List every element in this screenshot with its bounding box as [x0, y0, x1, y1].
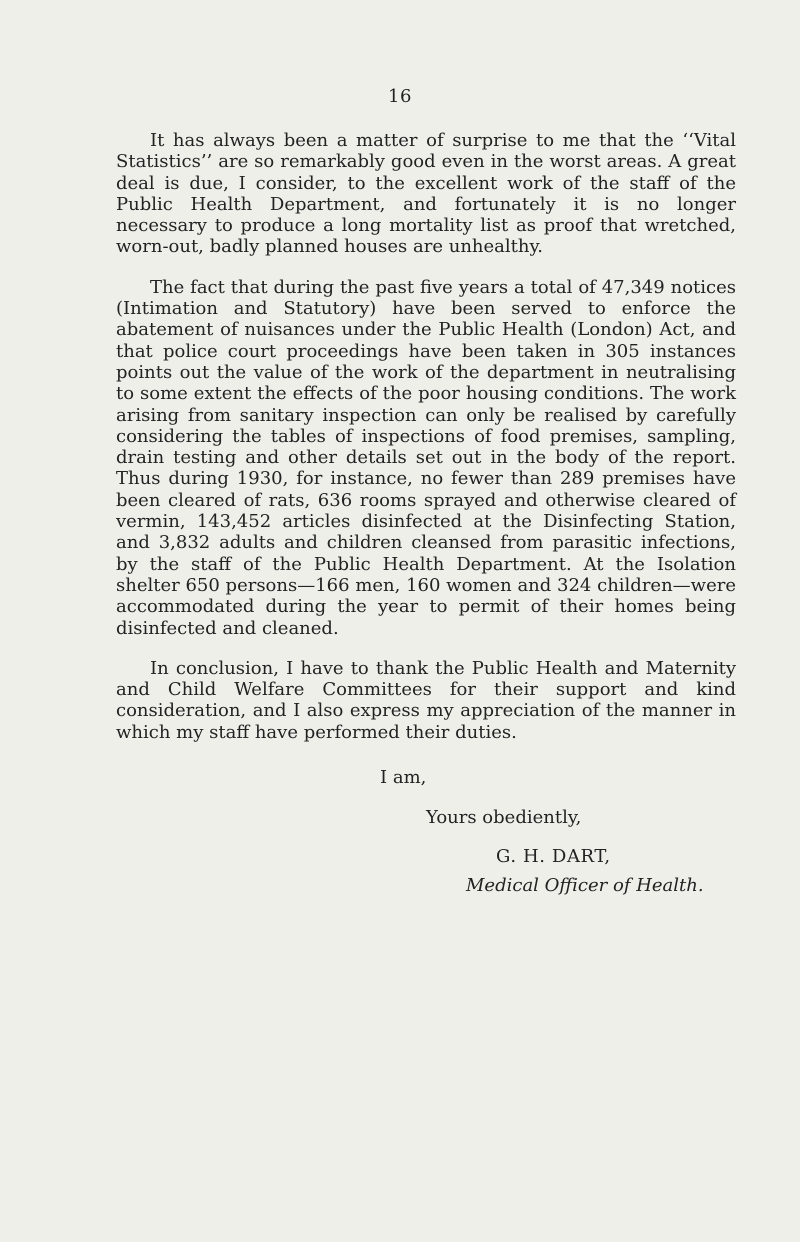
page-number: 16	[388, 86, 412, 107]
signature-name: G. H. DART,	[496, 846, 611, 867]
closing-yours-obediently: Yours obediently,	[426, 807, 582, 828]
paragraph-sanitary-work: The fact that during the past five years a total of 47,349 notices (Intimation and Statutory) have been served to enforce the abatement of nuisances under the Public Health (London) Act, and that police court proceedings have been taken in 305 instances points out the value of the work of the department in neutralising to some extent the effects of the poor housing conditions. The work arising from sanitary inspection can only be realised by carefully considering the tables of inspections of food premises, sampling, drain testing and other details set out in the body of the report. Thus during 1930, for instance, no fewer than 289 premises have been cleared of rats, 636 rooms sprayed and otherwise cleared of vermin, 143,452 articles disinfected at the Disinfecting Station, and 3,832 adults and children cleansed from parasitic infections, by the staff of the Public Health Department. At the Isolation shelter 650 persons—166 men, 160 women and 324 children—were accommodated during the year to permit of their homes being disinfected and cleaned.	[116, 276, 736, 639]
paragraph-conclusion: In conclusion, I have to thank the Public Health and Maternity and Child Welfare Committees for their support and kind consideration, and I also express my appreciation of the manner in which my staff have performed their duties.	[116, 657, 736, 743]
closing-i-am: I am,	[380, 767, 427, 788]
paragraph-vital-statistics: It has always been a matter of surprise to me that the ‘‘Vital Statistics’’ are so remarkably good even in the worst areas. A great deal is due, I consider, to the excellent work of the staff of the Public Health Department, and fortunately it is no longer necessary to produce a long mortality list as proof that wretched, worn-out, badly planned houses are unhealthy.	[116, 130, 736, 258]
letter-body	[116, 130, 736, 743]
signature-title: Medical Officer of Health.	[466, 875, 704, 896]
